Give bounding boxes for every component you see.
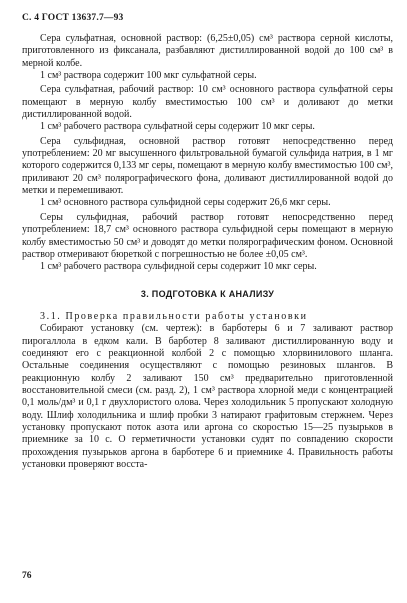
paragraph-sulfide-working-content: 1 см³ рабочего раствора сульфидной серы содержит 10 мкг серы. [40, 261, 317, 273]
document-body [22, 33, 393, 471]
paragraph-sulfate-stock-content: 1 см³ раствора содержит 100 мкг сульфатной серы. [40, 70, 257, 82]
section-heading: 3. ПОДГОТОВКА К АНАЛИЗУ [140, 288, 275, 299]
running-head: С. 4 ГОСТ 13637.7—93 [22, 13, 124, 23]
subsection-heading: 3.1. Проверка правильности работы установки [40, 310, 308, 322]
paragraph-installation-check: Собирают установку (см. чертеж): в барботеры 6 и 7 заливают раствор пирогаллола в едком кали. В барботер 8 заливают дистиллированную воду и соединяют его с реакционной колбой 2 с помощью хлорвинилового шланга. Остальные соединения осуществляют с помощью резиновых шлангов. В реакционную колбу 2 заливают 150 см³ предварительно приготовленной восстановительной смеси (см. разд. 2), 1 см³ раствора хлорной меди с концентрацией 0,1 моль/дм³ и 0,1 г двухлористого олова. Через холодильник 5 пропускают холодную воду. Шлиф холодильника и шлиф пробки 3 натирают графитовым стержнем. Через установку пропускают поток азота или аргона со скоростью 15—25 пузырьков в приемнике за 10 с. О герметичности установки судят по совпадению скорости прохождения пузырьков аргона в барботере 6 и приемнике 4. Правильность работы установки проверяют восста- [22, 323, 393, 470]
paragraph-sulfide-working: Серы сульфидная, рабочий раствор готовят непосредственно перед употреблением: 18,7 см³ основного раствора сульфидной серы помещают в мерную колбу вместимостью 50 см³ и доводят до метки полярографическим фоном. Основной раствор отмеривают бюреткой с погрешностью не более ±0,05 см³. [22, 211, 393, 260]
paragraph-sulfate-working: Сера сульфатная, рабочий раствор: 10 см³ основного раствора сульфатной серы помещают в мерную колбу вместимостью 100 см³ и доливают до метки дистиллированной водой. [22, 84, 393, 121]
paragraph-sulfide-stock: Сера сульфидная, основной раствор готовят непосредственно перед употреблением: 20 мг высушенного фильтровальной бумагой сульфида натрия, в 1 мг которого содержится 0,133 мг серы, помещают в мерную колбу вместимостью 100 см³, приливают 20 см³ полярографического фона, доливают дистиллированной водой до метки и перемешивают. [22, 135, 393, 197]
paragraph-sulfide-stock-content: 1 см³ основного раствора сульфидной серы содержит 26,6 мкг серы. [40, 197, 331, 209]
page-number: 76 [22, 571, 32, 581]
paragraph-sulfate-working-content: 1 см³ рабочего раствора сульфатной серы содержит 10 мкг серы. [40, 121, 315, 133]
paragraph-sulfate-stock: Сера сульфатная, основной раствор: (6,25±0,05) см³ раствора серной кислоты, приготовленного из фиксанала, разбавляют дистиллированной водой до 100 см³ в мерной колбе. [22, 33, 393, 69]
